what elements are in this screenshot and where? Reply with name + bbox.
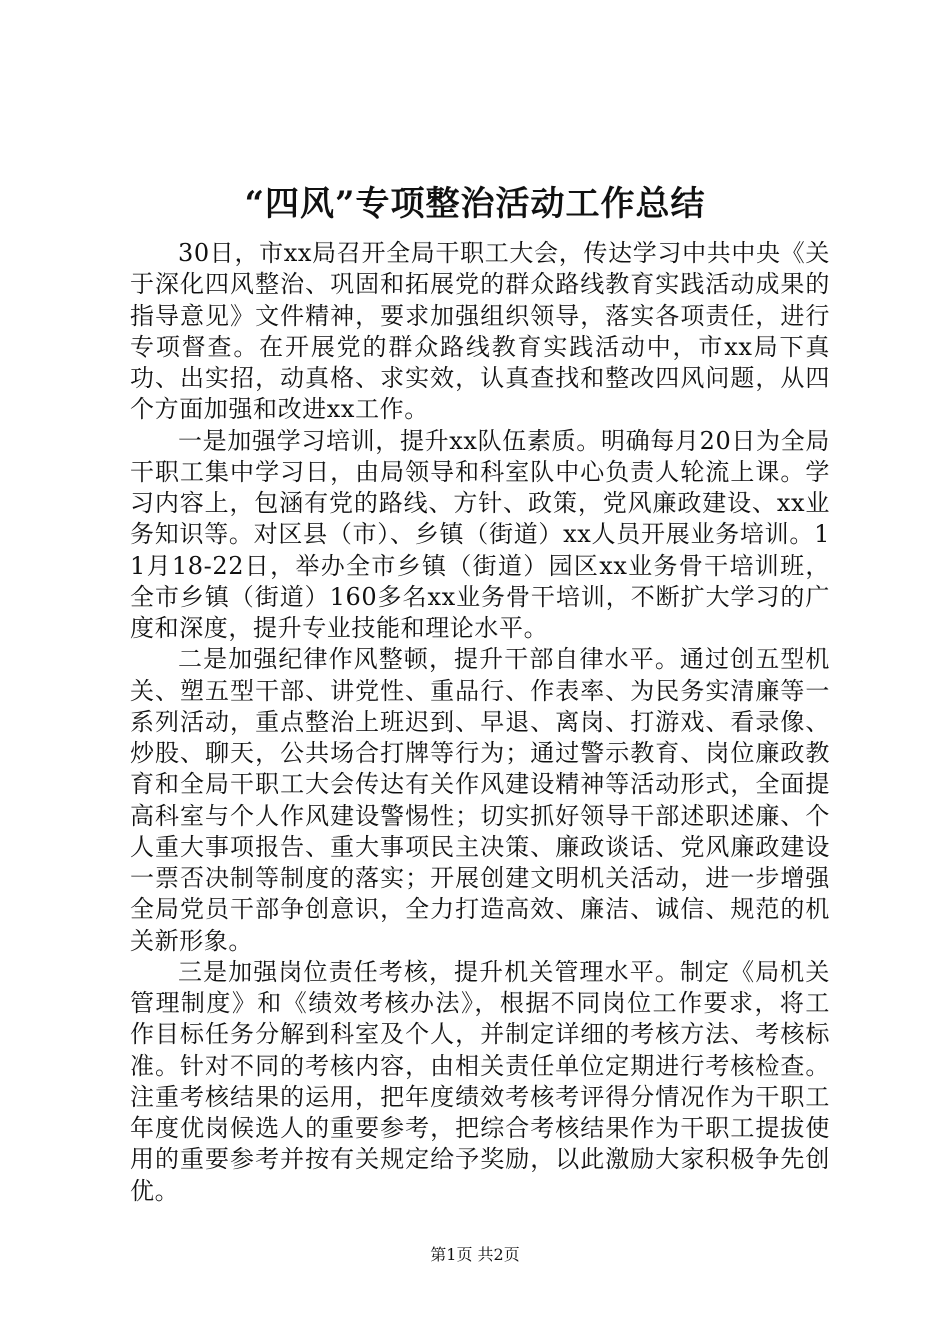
- paragraph-discipline: 二是加强纪律作风整顿，提升干部自律水平。通过创五型机关、塑五型干部、讲党性、重品行、作表率、为民务实清廉等一系列活动，重点整治上班迟到、早退、离岗、打游戏、看录像、炒股、聊天，公共场合打牌等行为；通过警示教育、岗位廉政教育和全局干职工大会传达有关作风建设精神等活动形式，全面提高科室与个人作风建设警惕性；切实抓好领导干部述职述廉、个人重大事项报告、重大事项民主决策、廉政谈话、党风廉政建设一票否决制等制度的落实；开展创建文明机关活动，进一步增强全局党员干部争创意识，全力打造高效、廉洁、诚信、规范的机关新形象。: [130, 645, 830, 955]
- paragraph-study-training: 一是加强学习培训，提升xx队伍素质。明确每月20日为全局干职工集中学习日，由局领导和科室队中心负责人轮流上课。学习内容上，包涵有党的路线、方针、政策，党风廉政建设、xx业务知识等。对区县（市）、乡镇（街道）xx人员开展业务培训。11月18-22日，举办全市乡镇（街道）园区xx业务骨干培训班，全市乡镇（街道）160多名xx业务骨干培训，不断扩大学习的广度和深度，提升专业技能和理论水平。: [130, 426, 830, 642]
- document-title: “四风”专项整治活动工作总结: [244, 184, 706, 224]
- paragraph-assessment: 三是加强岗位责任考核，提升机关管理水平。制定《局机关管理制度》和《绩效考核办法》，根据不同岗位工作要求，将工作目标任务分解到科室及个人，并制定详细的考核方法、考核标准。针对不同的考核内容，由相关责任单位定期进行考核检查。注重考核结果的运用，把年度绩效考核考评得分情况作为干职工年度优岗候选人的重要参考，把综合考核结果作为干职工提拔使用的重要参考并按有关规定给予奖励，以此激励大家积极争先创优。: [130, 957, 830, 1205]
- paragraph-intro: 30日，市xx局召开全局干职工大会，传达学习中共中央《关于深化四风整治、巩固和拓展党的群众路线教育实践活动成果的指导意见》文件精神，要求加强组织领导，落实各项责任，进行专项督查。在开展党的群众路线教育实践活动中，市xx局下真功、出实招，动真格、求实效，认真查找和整改四风问题，从四个方面加强和改进xx工作。: [130, 239, 830, 424]
- page-number-footer: 第1页 共2页: [430, 1245, 520, 1264]
- document-body: [130, 238, 830, 1207]
